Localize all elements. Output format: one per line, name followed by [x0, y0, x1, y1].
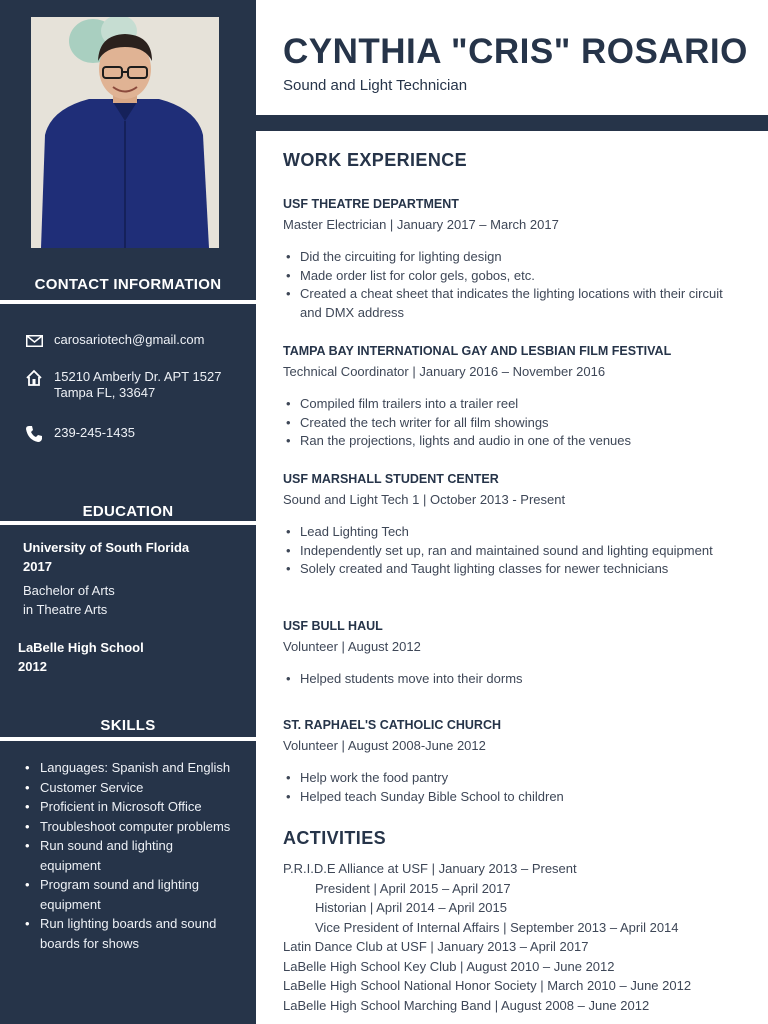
skills-list [22, 758, 232, 953]
job-bullet: • Help work the food pantry [283, 769, 743, 788]
skill-item: • Proficient in Microsoft Office [22, 797, 232, 817]
education-heading: EDUCATION [82, 503, 174, 520]
activity-subitem: Vice President of Internal Affairs | September 2013 – April 2014 [315, 919, 679, 935]
education-divider [0, 521, 256, 525]
job-role: Technical Coordinator | January 2016 – November 2016 [283, 364, 606, 379]
profile-photo [31, 17, 219, 248]
job-organization: USF THEATRE DEPARTMENT [283, 197, 459, 211]
job-bullets [283, 395, 743, 451]
skills-divider [0, 737, 256, 741]
job-organization: ST. RAPHAEL'S CATHOLIC CHURCH [283, 718, 502, 732]
education-school: University of South Florida 2017 [23, 540, 190, 574]
job-bullet: • Ran the projections, lights and audio in one of the venues [283, 432, 743, 451]
candidate-name: CYNTHIA "CRIS" ROSARIO [283, 32, 748, 71]
activity-item: P.R.I.D.E Alliance at USF | January 2013 – Present [283, 861, 577, 876]
envelope-icon [24, 332, 44, 350]
job-bullet: • Lead Lighting Tech [283, 523, 743, 542]
job-bullet: • Helped students move into their dorms [283, 670, 743, 689]
skill-item: • Troubleshoot computer problems [22, 817, 232, 837]
job-bullet: • Created the tech writer for all film showings [283, 414, 743, 433]
phone-icon [24, 425, 44, 443]
job-entry [283, 196, 743, 322]
skill-item: • Run lighting boards and sound boards for shows [22, 914, 232, 953]
contact-email-text: carosariotech@gmail.com [54, 332, 205, 347]
job-bullet: • Compiled film trailers into a trailer reel [283, 395, 743, 414]
job-bullets [283, 769, 743, 806]
job-entry [283, 618, 743, 689]
skill-item: • Run sound and lighting equipment [22, 836, 232, 875]
job-role: Volunteer | August 2012 [283, 639, 421, 654]
job-bullet: • Solely created and Taught lighting classes for newer technicians [283, 560, 743, 579]
contact-address-text: 15210 Amberly Dr. APT 1527 Tampa FL, 33647 [54, 369, 222, 400]
header-divider-bar [256, 115, 768, 131]
activity-subitem: Historian | April 2014 – April 2015 [315, 900, 507, 915]
activity-item: Latin Dance Club at USF | January 2013 – April 2017 [283, 939, 589, 954]
job-bullets [283, 523, 743, 579]
activity-item: LaBelle High School Marching Band | August 2008 – June 2012 [283, 997, 650, 1013]
job-role: Sound and Light Tech 1 | October 2013 - Present [283, 492, 566, 507]
job-entry [283, 343, 743, 451]
contact-phone [24, 425, 135, 443]
job-bullet: • Helped teach Sunday Bible School to children [283, 788, 743, 807]
job-bullet: • Independently set up, ran and maintained sound and lighting equipment [283, 542, 743, 561]
job-bullets [283, 248, 743, 322]
job-role: Volunteer | August 2008-June 2012 [283, 738, 486, 753]
skill-item: • Customer Service [22, 778, 232, 798]
education-degree: Bachelor of Arts in Theatre Arts [23, 583, 115, 617]
skill-item: • Languages: Spanish and English [22, 758, 232, 778]
contact-divider [0, 300, 256, 304]
job-bullet: • Made order list for color gels, gobos, etc. [283, 267, 743, 286]
contact-heading: CONTACT INFORMATION [34, 276, 222, 293]
contact-phone-text: 239-245-1435 [54, 425, 135, 440]
activities-list [283, 859, 753, 1015]
activity-item: LaBelle High School Key Club | August 2010 – June 2012 [283, 958, 615, 974]
job-organization: USF MARSHALL STUDENT CENTER [283, 472, 499, 486]
job-role: Master Electrician | January 2017 – March 2017 [283, 217, 559, 232]
activity-subitem: President | April 2015 – April 2017 [315, 880, 511, 896]
candidate-title: Sound and Light Technician [283, 77, 468, 94]
contact-email [24, 332, 204, 350]
job-organization: USF BULL HAUL [283, 619, 383, 633]
skill-item: • Program sound and lighting equipment [22, 875, 232, 914]
contact-address [24, 369, 221, 401]
skills-heading: SKILLS [100, 717, 156, 734]
job-entry [283, 717, 743, 806]
sidebar [0, 0, 256, 1024]
job-bullet: • Did the circuiting for lighting design [283, 248, 743, 267]
work-experience-heading: WORK EXPERIENCE [283, 150, 468, 170]
job-organization: TAMPA BAY INTERNATIONAL GAY AND LESBIAN FILM FESTIVAL [283, 344, 672, 358]
activities-heading: ACTIVITIES [283, 828, 387, 848]
education-school: LaBelle High School 2012 [18, 640, 144, 674]
job-bullet: • Created a cheat sheet that indicates the lighting locations with their circuit and DMX address [283, 285, 743, 322]
home-icon [24, 369, 44, 387]
activity-item: LaBelle High School National Honor Society | March 2010 – June 2012 [283, 978, 692, 993]
job-bullets [283, 670, 743, 689]
job-entry [283, 471, 743, 579]
